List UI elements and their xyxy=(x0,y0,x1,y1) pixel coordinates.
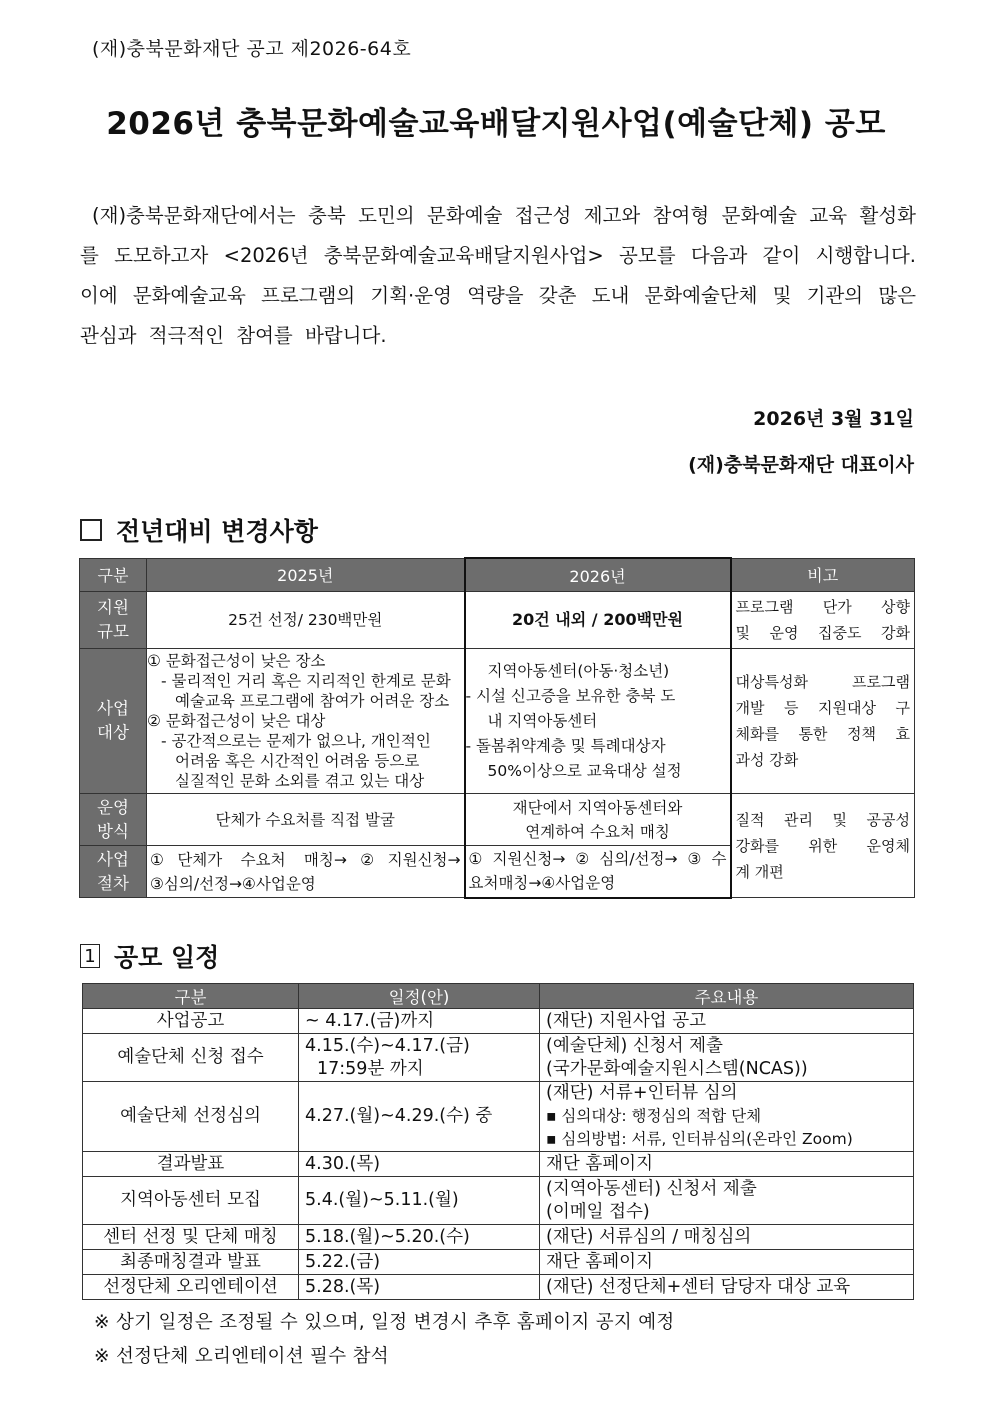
schedule-period: 5.4.(월)~5.11.(월) xyxy=(299,1177,540,1225)
schedule-period: 4.30.(목) xyxy=(299,1152,540,1177)
target-note: 대상특성화 프로그램 개발 등 지원대상 구 체화를 통한 정책 효 과성 강화 xyxy=(731,649,915,794)
footnotes xyxy=(94,1306,675,1374)
schedule-content: 재단 홈페이지 xyxy=(540,1250,914,1275)
schedule-name: 사업공고 xyxy=(83,1009,299,1034)
page-title: 2026년 충북문화예술교육배달지원사업(예술단체) 공모 xyxy=(106,106,886,142)
schedule-content: (재단) 서류심의 / 매칭심의 xyxy=(540,1225,914,1250)
table-row xyxy=(80,794,915,846)
operation-procedure-note: 질적 관리 및 공공성 강화를 위한 운영체 계 개편 xyxy=(731,794,915,898)
schedule-name: 최종매칭결과 발표 xyxy=(83,1250,299,1275)
intro-paragraph: (재)충북문화재단에서는 충북 도민의 문화예술 접근성 제고와 참여형 문화예술 교육 활성화를 도모하고자 <2026년 충북문화예술교육배달지원사업> 공모를 다음과 같이 시행합니다. 이에 문화예술교육 프로그램의 기획·운영 역량을 갖춘 도내 문화예술단체 및 기관의 많은 관심과 적극적인 참여를 바랍니다. xyxy=(80,204,916,347)
schedule-period: 5.28.(목) xyxy=(299,1275,540,1300)
schedule-name: 지역아동센터 모집 xyxy=(83,1177,299,1225)
table-row xyxy=(83,1152,914,1177)
schedule-period: 4.15.(수)~4.17.(금) 17:59분 까지 xyxy=(299,1034,540,1082)
schedule-period: 5.18.(월)~5.20.(수) xyxy=(299,1225,540,1250)
section-schedule-heading xyxy=(80,938,219,974)
section-number: 1 xyxy=(80,944,100,968)
schedule-content: (지역아동센터) 신청서 제출 (이메일 접수) xyxy=(540,1177,914,1225)
header-category: 구분 xyxy=(83,984,299,1009)
procedure-2026: ①지원신청→②심의/선정→③수 요처매칭→④사업운영 xyxy=(465,846,731,898)
header-note: 비고 xyxy=(731,558,915,592)
row-label-scale: 지원 규모 xyxy=(80,592,147,649)
announcement-date: 2026년 3월 31일 xyxy=(753,408,914,430)
schedule-content: (재단) 서류+인터뷰 심의 ▪ 심의대상: 행정심의 적합 단체 ▪ 심의방법: 서류, 인터뷰심의(온라인 Zoom) xyxy=(540,1082,914,1152)
table-row xyxy=(83,1009,914,1034)
row-label-procedure: 사업 절차 xyxy=(80,846,147,898)
schedule-content: (재단) 선정단체+센터 담당자 대상 교육 xyxy=(540,1275,914,1300)
scale-2025: 25건 선정/ 230백만원 xyxy=(147,592,465,649)
schedule-period: ~ 4.17.(금)까지 xyxy=(299,1009,540,1034)
footnote: ※ 상기 일정은 조정될 수 있으며, 일정 변경시 추후 홈페이지 공지 예정 xyxy=(94,1312,675,1333)
header-2025: 2025년 xyxy=(147,558,465,592)
table-row xyxy=(83,1082,914,1152)
schedule-name: 센터 선정 및 단체 매칭 xyxy=(83,1225,299,1250)
header-2026: 2026년 xyxy=(465,558,731,592)
section-changes-heading xyxy=(80,512,318,548)
target-2026: 지역아동센터(아동·청소년) - 시설 신고증을 보유한 충북 도 내 지역아동센터 - 돌봄취약계층 및 특례대상자 50%이상으로 교육대상 설정 xyxy=(465,649,731,794)
document-number: (재)충북문화재단 공고 제2026-64호 xyxy=(92,38,412,60)
schedule-name: 예술단체 신청 접수 xyxy=(83,1034,299,1082)
schedule-table xyxy=(82,983,914,1300)
table-row xyxy=(83,1225,914,1250)
schedule-content: (재단) 지원사업 공고 xyxy=(540,1009,914,1034)
table-row xyxy=(83,1034,914,1082)
issuer: (재)충북문화재단 대표이사 xyxy=(688,454,914,476)
schedule-period: 5.22.(금) xyxy=(299,1250,540,1275)
header-content: 주요내용 xyxy=(540,984,914,1009)
procedure-2025: ①단체가 수요처 매칭→②지원신청→ ③심의/선정→④사업운영 xyxy=(147,846,465,898)
section-title: 공모 일정 xyxy=(114,943,220,972)
schedule-name: 선정단체 오리엔테이션 xyxy=(83,1275,299,1300)
schedule-content: (예술단체) 신청서 제출 (국가문화예술지원시스템(NCAS)) xyxy=(540,1034,914,1082)
checkbox-square-icon xyxy=(80,519,102,541)
operation-2026: 재단에서 지역아동센터와 연계하여 수요처 매칭 xyxy=(465,794,731,846)
footnote: ※ 선정단체 오리엔테이션 필수 참석 xyxy=(94,1346,389,1367)
scale-2026: 20건 내외 / 200백만원 xyxy=(465,592,731,649)
table-row xyxy=(80,649,915,794)
row-label-target: 사업 대상 xyxy=(80,649,147,794)
schedule-name: 예술단체 선정심의 xyxy=(83,1082,299,1152)
table-row xyxy=(83,1177,914,1225)
schedule-period: 4.27.(월)~4.29.(수) 중 xyxy=(299,1082,540,1152)
schedule-content: 재단 홈페이지 xyxy=(540,1152,914,1177)
table-row xyxy=(80,592,915,649)
header-schedule: 일정(안) xyxy=(299,984,540,1009)
schedule-name: 결과발표 xyxy=(83,1152,299,1177)
target-2025: ① 문화접근성이 낮은 장소 - 물리적인 거리 혹은 지리적인 한계로 문화 예술교육 프로그램에 참여가 어려운 장소 ② 문화접근성이 낮은 대상 - 공간적으로는 문제가 없으나, 개인적인 어려움 혹은 시간적인 어려움 등으로 실질적인 문화 소외를 겪고 있는 대상 xyxy=(147,649,465,794)
table-row xyxy=(83,1250,914,1275)
row-label-operation: 운영 방식 xyxy=(80,794,147,846)
scale-note: 프로그램 단가 상향 및 운영 집중도 강화 xyxy=(731,592,915,649)
changes-table xyxy=(79,557,915,899)
section-title: 전년대비 변경사항 xyxy=(116,517,318,546)
header-category: 구분 xyxy=(80,558,147,592)
operation-2025: 단체가 수요처를 직접 발굴 xyxy=(147,794,465,846)
table-row xyxy=(83,1275,914,1300)
